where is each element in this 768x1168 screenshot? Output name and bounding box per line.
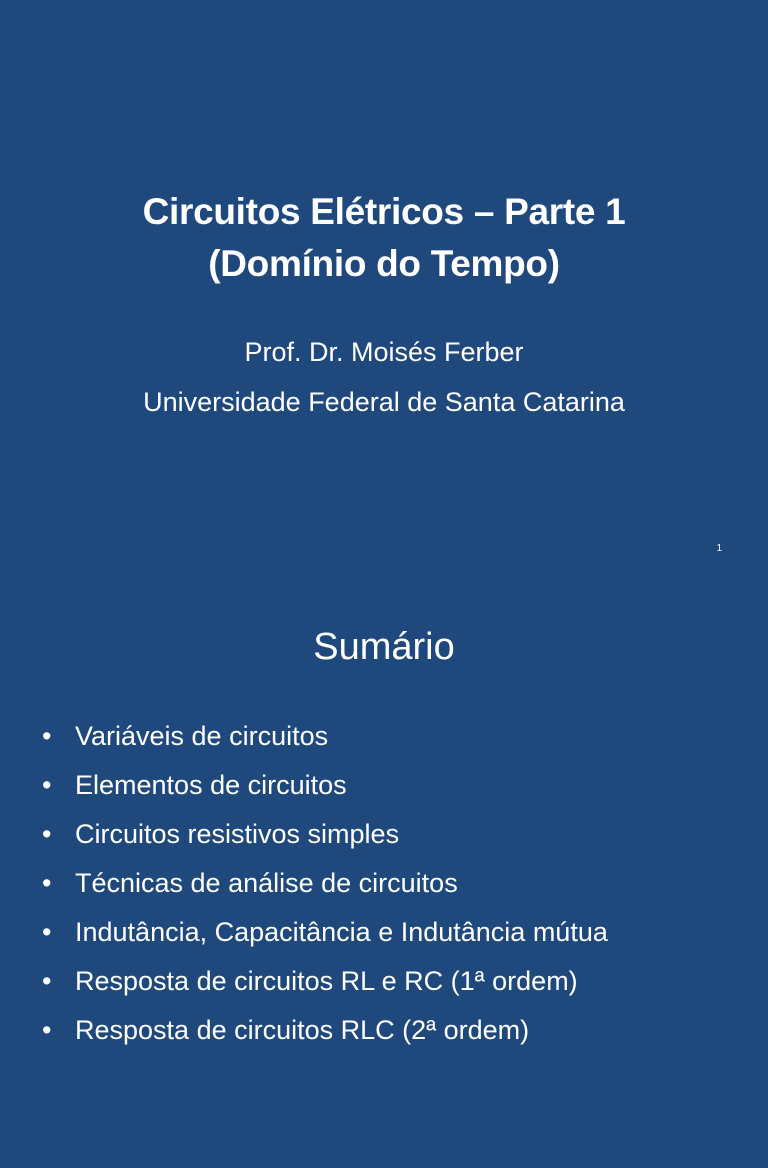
bullet-icon: • <box>42 721 52 751</box>
bullet-icon: • <box>42 868 52 898</box>
summary-slide <box>0 592 768 1168</box>
bullet-icon: • <box>42 917 52 947</box>
title-line: (Domínio do Tempo) <box>208 243 560 284</box>
slide-title: Sumário <box>313 626 455 668</box>
list-item <box>40 957 608 1006</box>
title-slide <box>0 0 768 576</box>
slide-title <box>40 186 728 290</box>
list-item-text: Resposta de circuitos RL e RC (1ª ordem) <box>75 966 578 996</box>
list-item <box>40 1006 608 1055</box>
institution-name: Universidade Federal de Santa Catarina <box>143 387 625 417</box>
list-item-text: Circuitos resistivos simples <box>75 819 400 849</box>
page-number: 1 <box>716 543 722 554</box>
list-item-text: Resposta de circuitos RLC (2ª ordem) <box>75 1015 530 1045</box>
list-item <box>40 712 608 761</box>
title-line: Circuitos Elétricos – Parte 1 <box>142 191 626 232</box>
list-item <box>40 761 608 810</box>
bullet-icon: • <box>42 1015 52 1045</box>
author-name: Prof. Dr. Moisés Ferber <box>244 337 524 367</box>
list-item-text: Variáveis de circuitos <box>75 721 329 751</box>
list-item-text: Técnicas de análise de circuitos <box>75 868 458 898</box>
bullet-icon: • <box>42 966 52 996</box>
list-item <box>40 859 608 908</box>
list-item <box>40 908 608 957</box>
bullet-list <box>40 712 608 1055</box>
list-item <box>40 810 608 859</box>
list-item-text: Indutância, Capacitância e Indutância mútua <box>75 917 608 947</box>
slide-subtitle <box>40 327 728 427</box>
list-item-text: Elementos de circuitos <box>75 770 347 800</box>
bullet-icon: • <box>42 819 52 849</box>
bullet-icon: • <box>42 770 52 800</box>
